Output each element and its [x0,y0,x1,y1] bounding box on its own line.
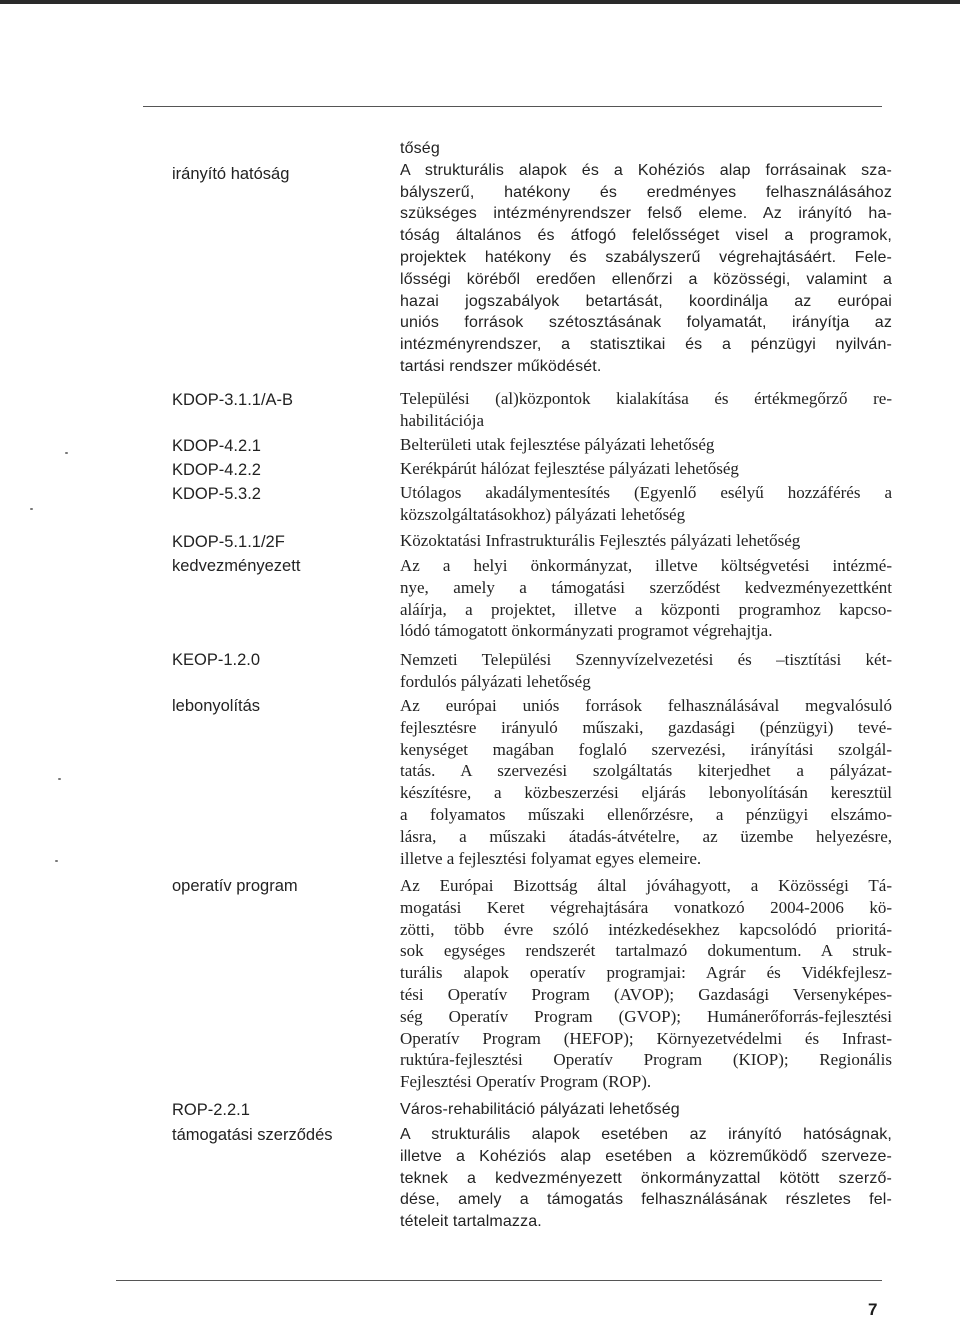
term-lebonyolitas: lebonyolítás [172,697,261,715]
definition-line: lősségi köréből eredően ellenőrzi a közösségi, valamint a [400,270,892,288]
definition-line: hazai jogszabályok betartását, koordinálja az európai [400,292,892,310]
definition-line: illetve a fejlesztési folyamat egyes elemeire. [400,848,702,868]
scan-speck [58,778,61,780]
definition-line: tóság általános és átfogó felelősséget visel a programok, [400,227,892,245]
term-keop-1-2-0: KEOP-1.2.0 [172,651,261,669]
definition-line: közszolgáltatásokhoz) pályázati lehetőség [400,504,686,524]
definition-kdop-5-3-2 [400,482,892,526]
definition-line: Közoktatási Infrastrukturális Fejlesztés pályázati lehetőség [400,531,801,550]
term-kdop-4-2-2: KDOP-4.2.2 [172,461,261,479]
page-number: 7 [868,1300,878,1319]
definition-line: intézményrendszer, a statisztikai és a pénzügyi nyilván- [400,336,892,354]
scan-speck [55,860,58,862]
definition-line: mogatási Keret végrehajtására vonatkozó 2004-2006 kö- [400,897,892,917]
term-kedvezmenyezett: kedvezményezett [172,557,301,575]
term-kdop-5-3-2: KDOP-5.3.2 [172,485,261,503]
definition-tamogatasi-szerzodes [400,1124,892,1233]
term-kdop-4-2-1: KDOP-4.2.1 [172,437,261,455]
definition-line: Az Európai Bizottság által jóváhagyott, a Közösségi Tá- [400,876,892,895]
term-iranyito-hatosag: irányító hatóság [172,165,290,183]
definition-line: bályszerű, hatékony és eredményes felhasználásához [400,183,892,201]
definition-line: dése, amely a támogatás felhasználásának részletes fel- [400,1191,892,1209]
definition-line: ség Operatív Program (GVOP); Humánerőforrás-fejlesztési [400,1006,892,1026]
definition-line: A strukturális alapok esetében az irányító hatóságnak, [400,1126,892,1143]
definition-line: illetve a Kohéziós alap esetében a közreműködő szerveze- [400,1147,892,1165]
definition-iranyito-hatosag [400,138,892,378]
definition-line: tőség [400,140,440,157]
definition-line: habilitációja [400,410,485,430]
definition-line: lódó támogatott önkormányzati programot végrehajtja. [400,621,773,641]
definition-line: kenységet magában foglaló szervezési, irányítási szolgál- [400,739,892,759]
definition-line: Az európai uniós források felhasználásával megvalósuló [400,696,892,715]
definition-line: ruktúra-fejlesztési Operatív Program (KIOP); Regionális [400,1050,892,1070]
definition-line: Belterületi utak fejlesztése pályázati lehetőség [400,435,715,454]
definition-line: a folyamatos műszaki ellenőrzésre, a pénzügyi elszámo- [400,804,892,824]
definition-line: fejlesztésre irányuló műszaki, gazdasági (pénzügyi) tevé- [400,717,892,737]
definition-line: tatás. A szervezési szolgáltatás kiterjedhet a pályázat- [400,761,892,781]
definition-line: teknek a kedvezményezett önkormányzattal kötött szerző- [400,1169,892,1187]
definition-line: aláírja, a projektet, illetve a központi programhoz kapcso- [400,599,892,619]
definition-line: Nemzeti Települési Szennyvízelvezetési és –tisztítási két- [400,650,892,669]
scan-speck [30,508,33,510]
definition-lebonyolitas [400,695,892,869]
definition-keop-1-2-0 [400,649,892,693]
definition-line: Az a helyi önkormányzat, illetve költségvetési intézmé- [400,556,892,575]
definition-line: szükséges intézményrendszer felső eleme. Az irányító ha- [400,205,892,223]
definition-operativ-program [400,875,892,1093]
definition-line: Fejlesztési Operatív Program (ROP). [400,1072,652,1092]
term-kdop-3-1-1: KDOP-3.1.1/A-B [172,391,294,409]
definition-line: Kerékpárút hálózat fejlesztése pályázati lehetőség [400,459,739,478]
definition-line: Települési (al)központok kialakítása és értékmegőrző re- [400,389,892,408]
definition-kdop-5-1-1 [400,530,892,552]
term-kdop-5-1-1: KDOP-5.1.1/2F [172,533,285,551]
definition-line: tételeit tartalmazza. [400,1213,542,1231]
definition-line: tési Operatív Program (AVOP); Gazdasági Versenyképes- [400,984,892,1004]
definition-line: turális alapok operatív programjai: Agrár és Vidékfejlesz- [400,963,892,983]
definition-kedvezmenyezett [400,555,892,642]
term-tamogatasi-szerzodes: támogatási szerződés [172,1126,333,1144]
term-rop-2-2-1: ROP-2.2.1 [172,1101,250,1119]
definition-line: tartási rendszer működését. [400,357,602,375]
definition-kdop-4-2-2 [400,458,892,480]
definition-line: lásra, a műszaki átadás-átvételre, az üzembe helyezésre, [400,826,892,846]
definition-line: Utólagos akadálymentesítés (Egyenlő esélyű hozzáférés a [400,483,892,502]
scan-speck [65,452,68,454]
definition-line: A strukturális alapok és a Kohéziós alap forrásainak sza- [400,161,892,179]
definition-line: nye, amely a támogatási szerződést kedvezményezettként [400,577,892,597]
definition-line: Operatív Program (HEFOP); Környezetvédelmi és Infrast- [400,1028,892,1048]
definition-line: készítésre, a közbeszerzési eljárás lebonyolításán keresztül [400,783,892,803]
definition-kdop-3-1-1 [400,388,892,432]
definition-kdop-4-2-1 [400,434,892,456]
definition-line: uniós források szétosztásának folyamatát, irányítja az [400,314,892,332]
definition-line: projektek hatékony és szabályszerű végrehajtásáért. Fele- [400,248,892,266]
term-operativ-program: operatív program [172,877,298,895]
definition-line: Város-rehabilitáció pályázati lehetőség [400,1101,680,1118]
definition-line: sok egységes rendszerét tartalmazó dokumentum. A struk- [400,941,892,961]
top-scan-border [0,0,960,4]
footer-rule [116,1280,882,1281]
definition-line: fordulós pályázati lehetőség [400,671,591,691]
header-rule [143,106,882,107]
definition-rop-2-2-1 [400,1099,892,1121]
definition-line: zötti, több évre szóló intézkedésekhez kapcsolódó prioritá- [400,919,892,939]
